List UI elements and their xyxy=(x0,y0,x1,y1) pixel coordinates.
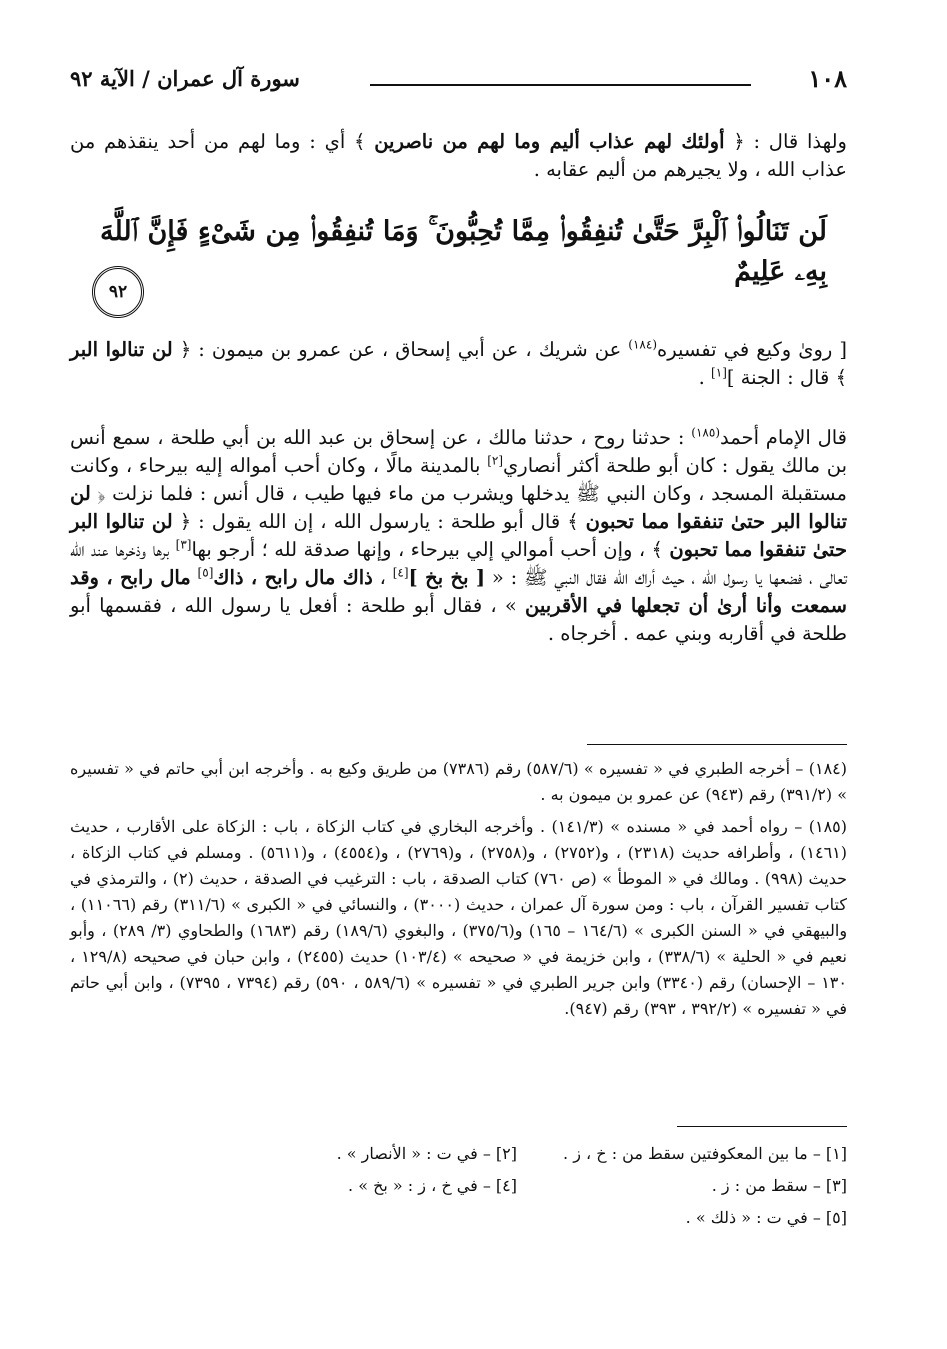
paragraph-2 xyxy=(70,336,847,392)
variants-row xyxy=(70,1170,847,1202)
footnote-ref: (١٨٥) xyxy=(691,425,720,440)
quoted-verse: أولئك لهم عذاب أليم وما لهم من ناصرين xyxy=(374,130,725,153)
hadith-text: [ بخ بخ ] xyxy=(408,566,486,589)
variant-2: [٢] – في ت : « الأنصار » . xyxy=(336,1144,517,1163)
footnote-184: (١٨٤) – أخرجه الطبري في « تفسيره » (٥٨٧/٦) رقم (٧٣٨٦) من طريق وكيع به . وأخرجه ابن أبي حاتم في « تفسيره » (٣٩١/٢) رقم (٩٤٣) عن عمرو بن ميمون به . xyxy=(70,759,848,804)
footnote-rule xyxy=(587,744,847,745)
text-segment: [ روىٰ وكيع في تفسيره xyxy=(657,338,847,361)
verse-number-medallion: ٩٢ xyxy=(92,266,144,318)
variants-rule xyxy=(677,1126,847,1127)
text-segment: برها وذخرها عند الله تعالى ، فضعها يا رسول الله ، حيث أراك الله فقال النبي ﷺ : « xyxy=(70,538,847,589)
variant-ref: [٤] xyxy=(392,565,409,580)
variant-4: [٤] – في خ ، ز : « بخ » . xyxy=(348,1176,517,1195)
manuscript-variants xyxy=(70,1138,847,1234)
hadith-text: مال رابح ، وقد سمعت وأنا أرىٰ أن تجعلها في الأقربين xyxy=(70,566,847,617)
page-number: ١٠٨ xyxy=(808,64,847,93)
hadith-text: ذاك مال رابح ، ذاك xyxy=(213,566,373,589)
variants-row xyxy=(70,1138,847,1170)
text-segment: عن شريك ، عن أبي إسحاق ، عن عمرو بن ميمون : ﴿ xyxy=(172,338,629,361)
variant-5: [٥] – في ت : « ذلك » . xyxy=(685,1208,847,1227)
footnotes xyxy=(70,756,847,1028)
variant-ref: [٥] xyxy=(197,565,214,580)
header-rule xyxy=(370,84,751,86)
footnote-ref: (١٨٤) xyxy=(628,337,658,352)
variant-3: [٣] – سقط من : ز . xyxy=(711,1176,847,1195)
paragraph-3 xyxy=(70,424,847,648)
footnote-185: (١٨٥) – رواه أحمد في « مسنده » (١٤١/٣) . وأخرجه البخاري في كتاب الزكاة ، باب : الزكاة على الأقارب ، حديث (١٤٦١) ، وأطرافه حديث (٢٣١٨) ، و(٢٧٥٢) ، و(٢٧٥٨) ، و(٢٧٦٩) ، و(٤٥٥٤) ، و(٥٦١١) . ومسلم في كتاب الزكاة ، حديث (٩٩٨) . ومالك في « الموطأ » (ص ٧٦٠) كتاب الصدقة ، باب : الترغيب في الصدقة ، حديث (٢) ، والترمذي في كتاب تفسير القرآن ، باب : ومن سورة آل عمران ، حديث (٣٠٠٠) ، والنسائي في « الكبرى » (٣١١/٦) رقم (١١٠٦٦) ، والبيهقي في « السنن الكبرى » (١٦٤/٦ – ١٦٥) و(٣٧٥/٦) ، والبغوي (١٨٩/٦) رقم (١٦٨٣) والطحاوي (٣/ ٢٨٩) ، وأبو نعيم في « الحلية » (٣٣٨/٦) ، وابن خزيمة في « صحيحه » (١٠٣/٤) حديث (٢٤٥٥) ، وابن حبان في صحيحه (١٢٩/٨ ، ١٣٠ – الإحسان) رقم (٣٣٤٠) وابن جرير الطبري في « تفسيره » (٥٨٩/٦ ، ٥٩٠) رقم (٧٣٩٤ ، ٧٣٩٥) ، وابن أبي حاتم في « تفسيره » (٣٩٢/٢ ، ٣٩٣) رقم (٩٤٧). xyxy=(70,817,848,1018)
text-segment: » ، فقال أبو طلحة : أفعل يا رسول الله ، فقسمها أبو طلحة في أقاربه وبني عمه . أخرجاه . xyxy=(70,594,847,645)
text-segment: ولهذا قال : ﴿ xyxy=(724,130,847,153)
variants-row xyxy=(70,1202,847,1234)
text-segment: ﴾ أي : وما لهم من أحد ينقذهم من عذاب الله ، ولا يجيرهم من أليم عقابه . xyxy=(70,130,847,181)
surah-title: سورة آل عمران / الآية ٩٢ xyxy=(70,66,300,91)
text-segment: ﴾ ، وإن أحب أموالي إلي بيرحاء ، وإنها صدقة لله ؛ أرجو بها xyxy=(191,538,670,561)
variant-ref: [١] xyxy=(711,365,727,380)
text-segment: بالمدينة مالًا ، وكان أحب أمواله إليه بيرحاء ، وكانت مستقبلة المسجد ، وكان النبي ﷺ يدخلها ويشرب من ماء فيها طيب ، قال أنس : فلما نزلت ﴿ xyxy=(70,454,847,505)
paragraph-1 xyxy=(70,128,847,184)
quoted-verse: لن تنالوا البر حتىٰ تنفقوا مما تحبون xyxy=(70,510,847,561)
text-segment: . xyxy=(698,366,712,389)
text-segment: قال الإمام أحمد xyxy=(720,426,847,449)
text-segment: ، xyxy=(372,566,393,589)
text-segment: ﴾ قال أبو طلحة : يارسول الله ، إن الله يقول : ﴿ xyxy=(172,510,586,533)
variant-1: [١] – ما بين المعكوفتين سقط من : خ ، ز . xyxy=(563,1144,847,1163)
text-segment xyxy=(191,566,198,589)
variant-ref: [٢] xyxy=(487,453,504,468)
page-header xyxy=(70,62,847,102)
variant-ref: [٣] xyxy=(175,537,192,552)
quoted-verse: لن تنالوا البر حتىٰ تنفقوا مما تحبون xyxy=(70,482,848,533)
text-segment: : حدثنا روح ، حدثنا مالك ، عن إسحاق بن عبد الله بن أبي طلحة ، سمع أنس بن مالك يقول : كان أبو طلحة أكثر أنصاري xyxy=(70,426,847,477)
text-segment: ﴾ قال : الجنة ] xyxy=(726,366,847,389)
quran-verse: لَن تَنَالُوا۟ ٱلْبِرَّ حَتَّىٰ تُنفِقُوا۟ مِمَّا تُحِبُّونَ ۚ وَمَا تُنفِقُوا۟ مِن شَىْءٍ فَإِنَّ ٱللَّهَ بِهِۦ عَلِيمٌ xyxy=(100,216,827,287)
quoted-verse: لن تنالوا البر xyxy=(70,338,173,361)
